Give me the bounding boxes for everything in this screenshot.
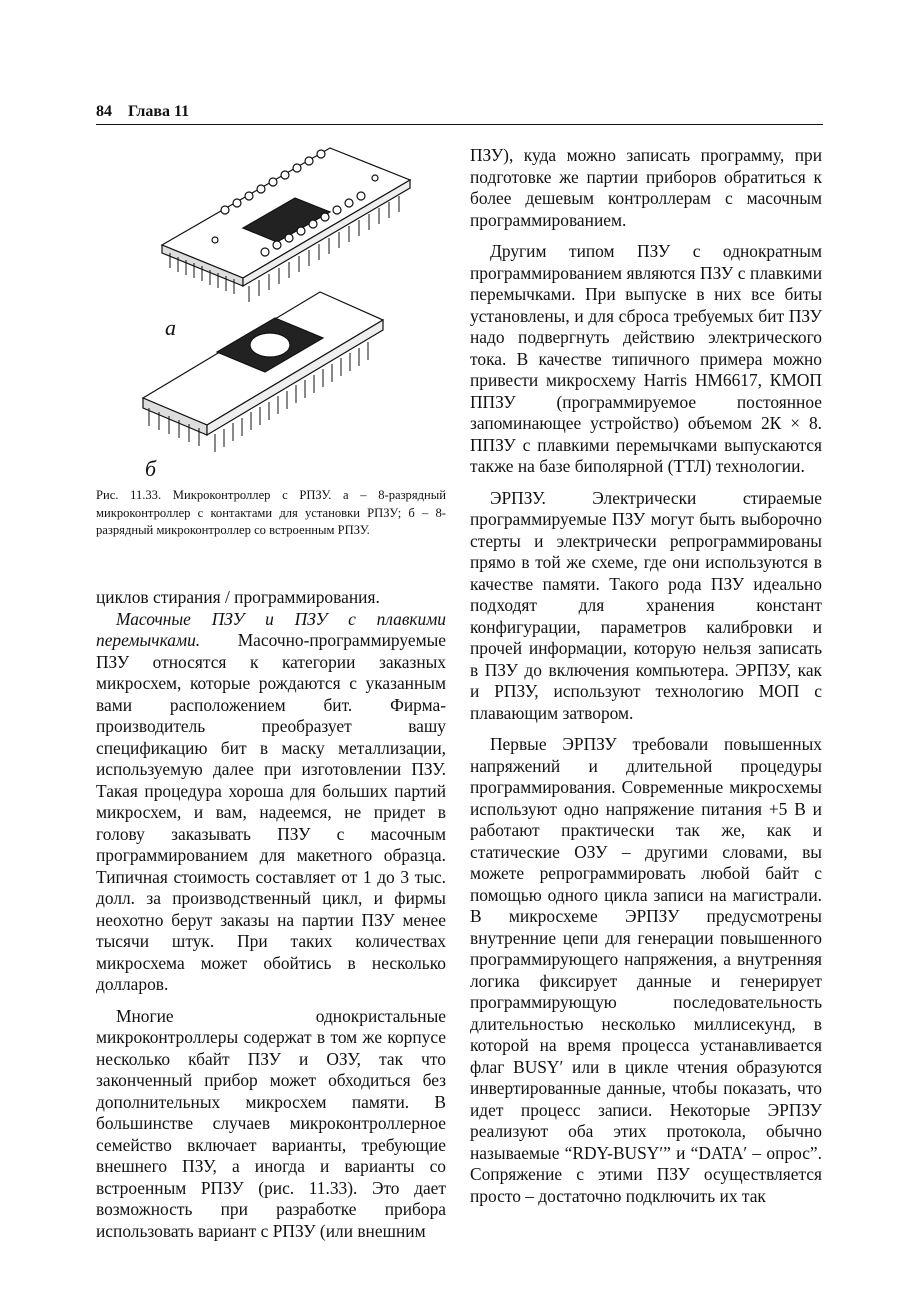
section-heading: Масочные ПЗУ и ПЗУ с плавкими перемычками. xyxy=(96,608,446,650)
figure-label-b: б xyxy=(145,456,157,481)
microcontroller-socket-illustration xyxy=(162,148,410,302)
figure-label-a: a xyxy=(165,315,176,340)
paragraph: циклов стирания / программирования. xyxy=(96,587,380,607)
left-column xyxy=(96,587,446,1242)
microcontroller-eprom-illustration xyxy=(143,292,383,452)
paragraph: ПЗУ), куда можно записать программу, при подготовке же партии приборов обратиться к более дешевым контроллерам с масочным программированием. xyxy=(470,145,822,230)
right-column xyxy=(470,145,822,1207)
paragraph: Многие однокристальные микроконтроллеры содержат в том же корпусе несколько кбайт ПЗУ и ОЗУ, так что законченный прибор может обходиться без дополнительных микросхем памяти. В большинстве случаев микроконтроллерное семейство включает варианты, требующие внешнего ПЗУ, а иногда и варианты со встроенным РПЗУ (рис. 11.33). Это дает возможность при разработке прибора использовать вариант с РПЗУ (или внешним xyxy=(96,1005,446,1241)
running-header xyxy=(96,103,822,121)
figure-caption: Рис. 11.33. Микроконтроллер с РПЗУ. а – 8-разрядный микроконтроллер с контактами для установки РПЗУ; б – 8-разрядный микроконтроллер со встроенным РПЗУ. xyxy=(96,488,446,537)
header-rule xyxy=(96,124,823,125)
paragraph: ЭРПЗУ. Электрически стираемые программируемые ПЗУ могут быть выборочно стерты и электрически репрограммированы прямо в той же схеме, где они используются в качестве памяти. Такого рода ПЗУ идеально подходят для хранения констант конфигурации, параметров калибровки и прочей информации, которую нельзя записать в ПЗУ до включения компьютера. ЭРПЗУ, как и РПЗУ, используют технологию МОП с плавающим затвором. xyxy=(470,487,822,723)
page-number: 84 xyxy=(96,103,112,120)
figure-microcontrollers xyxy=(125,140,425,485)
paragraph-body: Масочно-программируемые ПЗУ относятся к категории заказных микросхем, которые рождаются с указанным вами расположением бит. Фирма-производитель преобразует вашу спецификацию бит в маску металлизации, используемую далее при изготовлении ПЗУ. Такая процедура хороша для больших партий микросхем, и вам, надеемся, не придет в голову заказывать ПЗУ с масочным программированием для макетного образца. Типичная стоимость составляет от 1 до 3 тыс. долл. за производственный цикл, и фирмы неохотно берут заказы на партии ПЗУ менее тысячи штук. При таких количествах микросхема может обойтись в несколько долларов. xyxy=(96,630,446,994)
paragraph xyxy=(96,609,446,996)
chapter-title: Глава 11 xyxy=(128,103,190,120)
paragraph: Другим типом ПЗУ с однократным программированием являются ПЗУ с плавкими перемычками. При выпуске в них все биты установлены, и для сброса требуемых бит ПЗУ надо подвергнуть действию электрического тока. В качестве типичного примера можно привести микросхему Harris HM6617, КМОП ППЗУ (программируемое постоянное запоминающее устройство) объемом 2К × 8. ППЗУ с плавкими перемычками выпускаются также на базе биполярной (ТТЛ) технологии. xyxy=(470,241,822,476)
paragraph: Первые ЭРПЗУ требовали повышенных напряжений и длительной процедуры программирования. Современные микросхемы используют одно напряжение питания +5 В и работают практически так же, как и статические ОЗУ – другими словами, вы можете репрограммировать любой байт с помощью одного цикла записи на магистрали. В микросхеме ЭРПЗУ предусмотрены внутренние цепи для генерации повышенного программирующего напряжения, а внутренняя логика фиксирует данные и генерирует программирующую последовательность длительностью несколько миллисекунд, в которой на время процесса устанавливается флаг BUSY′ или в цикле чтения образуются инвертированные данные, чтобы показать, что идет процесс записи. Некоторые ЭРПЗУ реализуют оба этих протокола, обычно называемые “RDY-BUSY′” и “DATA′ – опрос”. Сопряжение с этими ПЗУ осуществляется просто – достаточно подключить их так xyxy=(470,734,822,1206)
